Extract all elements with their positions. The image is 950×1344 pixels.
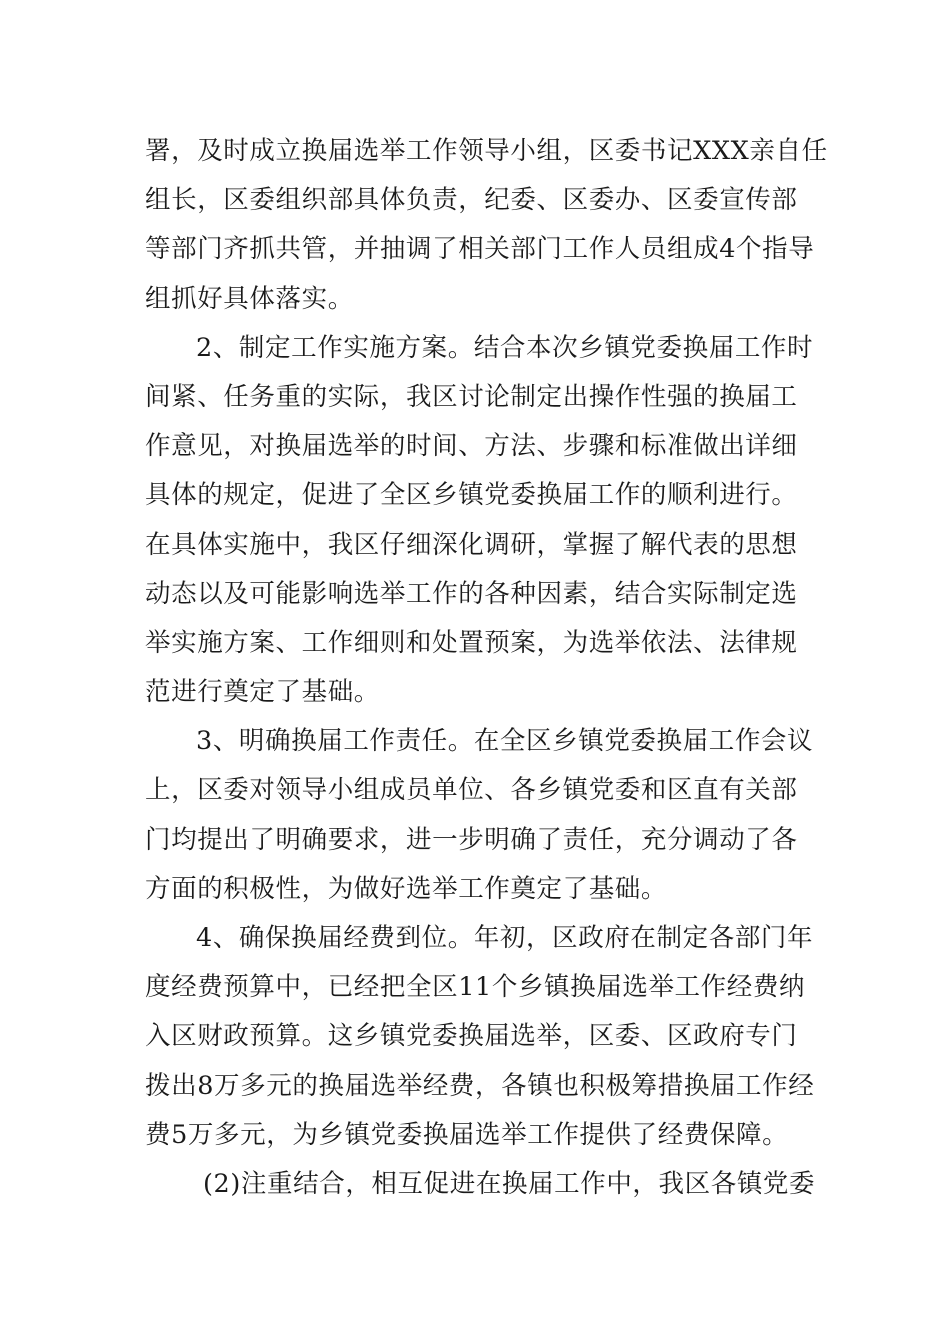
- paragraph-start-line: 3、明确换届工作责任。在全区乡镇党委换届工作会议: [196, 726, 814, 757]
- text-line: 方面的积极性，为做好选举工作奠定了基础。: [145, 873, 668, 904]
- text-line: 动态以及可能影响选举工作的各种因素，结合实际制定选: [145, 578, 798, 609]
- text-line: 作意见，对换届选举的时间、方法、步骤和标准做出详细: [145, 431, 798, 462]
- text-line: 具体的规定，促进了全区乡镇党委换届工作的顺利进行。: [145, 480, 798, 511]
- text-line: 拨出8万多元的换届选举经费，各镇也积极筹措换届工作经: [145, 1070, 815, 1101]
- text-line: 间紧、任务重的实际，我区讨论制定出操作性强的换届工: [145, 381, 798, 412]
- paragraph-start-line: 2、制定工作实施方案。结合本次乡镇党委换届工作时: [196, 332, 814, 363]
- text-line: 上，区委对领导小组成员单位、各乡镇党委和区直有关部: [145, 775, 798, 806]
- text-line: 举实施方案、工作细则和处置预案，为选举依法、法律规: [145, 627, 798, 658]
- text-line: 组抓好具体落实。: [145, 283, 354, 314]
- text-line: 范进行奠定了基础。: [145, 677, 380, 708]
- text-line: 入区财政预算。这乡镇党委换届选举，区委、区政府专门: [145, 1021, 798, 1052]
- text-line: 组长，区委组织部具体负责，纪委、区委办、区委宣传部: [145, 185, 798, 216]
- text-line: 等部门齐抓共管，并抽调了相关部门工作人员组成4个指导: [145, 234, 815, 265]
- document-body: [145, 127, 828, 1209]
- text-line: 度经费预算中，已经把全区11个乡镇换届选举工作经费纳: [145, 972, 806, 1003]
- text-line: 署，及时成立换届选举工作领导小组，区委书记XXX亲自任: [145, 136, 828, 166]
- paragraph-start-line: 4、确保换届经费到位。年初，区政府在制定各部门年: [196, 923, 814, 953]
- text-line: 在具体实施中，我区仔细深化调研，掌握了解代表的思想: [145, 529, 798, 560]
- text-line: 门均提出了明确要求，进一步明确了责任，充分调动了各: [145, 824, 798, 855]
- paragraph-start-line: (2)注重结合，相互促进在换届工作中，我区各镇党委: [203, 1168, 816, 1199]
- text-line: 费5万多元，为乡镇党委换届选举工作提供了经费保障。: [145, 1119, 789, 1150]
